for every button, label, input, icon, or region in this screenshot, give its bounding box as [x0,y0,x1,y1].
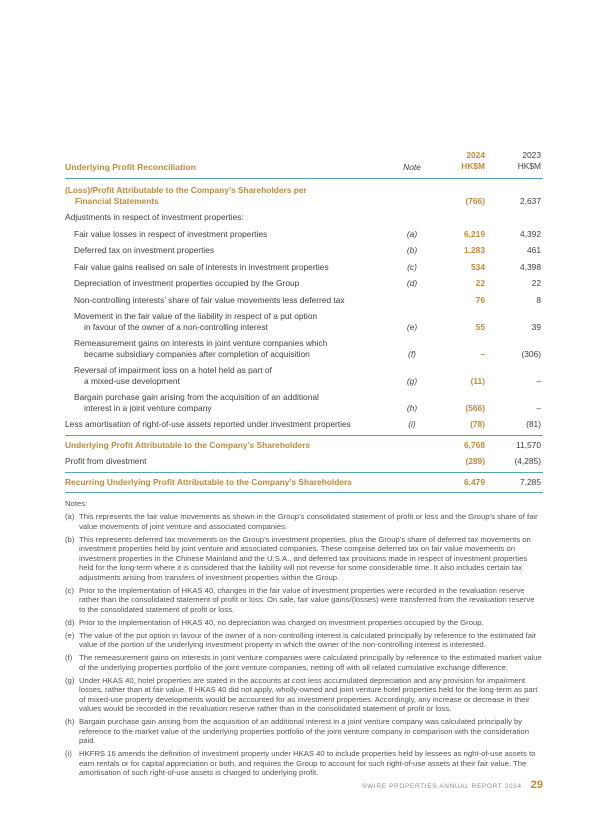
table-row [65,262,543,273]
note-item [65,631,543,650]
note-marker: (b) [65,534,75,544]
note-item [65,676,543,714]
row-label-line: in favour of the owner of a non-controlling interest [84,321,268,332]
row-value-2024: (78) [470,419,485,429]
table-row [65,229,543,240]
row-value-2023: 8 [536,294,541,305]
table-row [65,212,543,223]
row-label-line: Fair value gains realised on sale of interests in investment properties [74,261,329,272]
row-label-line: Fair value losses in respect of investment properties [74,228,268,239]
note-item [65,653,543,672]
row-note-ref: (h) [406,402,418,413]
note-item [65,749,543,778]
note-text: This represents deferred tax movements on the Group’s investment properties, plus the Group’s share of deferred tax movements on investment properties held by joint venture and associated companies. These comprise deferred tax on fair value movements on investment properties in the Chinese Mainland and the U.S.A., and deferred tax provisions made in respect of investment properties held for the long-term where it is considered that the liability will not reverse for some considerable time. It also includes certain tax adjustments arising from transfers of investment properties within the Group. [79,534,531,582]
row-label [65,456,391,467]
row-label-line: Bargain purchase gain arising from the acquisition of an additional [74,392,319,402]
row-value-2024: 534 [471,261,485,272]
table-body [65,185,543,493]
note-column-header: Note [403,162,421,172]
note-marker: (c) [65,585,74,595]
row-value-2024: (289) [465,456,485,466]
row-value-2024: 6,479 [464,476,485,487]
row-label-line: interest in a joint venture company [84,402,212,413]
row-label-line: (Loss)/Profit Attributable to the Company’s Shareholders per [65,185,307,195]
row-label-line: Remeasurement gains on interests in joint venture companies which [74,338,328,348]
row-note-ref: (f) [408,348,416,359]
column-header-2024 [433,150,485,172]
notes-heading: Notes: [65,499,88,508]
table-row [65,435,543,451]
unit-2023: HK$M [517,161,541,171]
note-text: This represents the fair value movements as shown in the Group’s consolidated statement of profit or loss and the Group’s share of fair value movements of joint venture and associated companies. [79,512,538,531]
row-note-ref: (b) [406,245,418,255]
row-value-2023: 4,398 [520,261,541,272]
row-value-2024: 6,768 [464,439,485,450]
note-marker: (a) [65,512,75,521]
page-number: 29 [530,779,543,791]
row-value-2024: (566) [465,402,485,413]
table-row [65,245,543,256]
table-row [65,338,543,359]
row-note-ref: (e) [406,321,418,332]
table-row [65,185,543,206]
row-label [65,477,391,488]
row-label [65,365,391,386]
row-label-line: a mixed-use development [84,375,180,386]
unit-2024: HK$M [461,161,485,171]
table-row [65,311,543,332]
row-label [65,185,391,206]
note-item [65,618,543,628]
row-note-ref: (a) [406,228,418,239]
row-label-line: Underlying Profit Attributable to the Company’s Shareholders [65,439,311,450]
row-label-line: Movement in the fair value of the liability in respect of a put option [74,311,318,321]
table-title: Underlying Profit Reconciliation [65,162,196,172]
row-note-ref: (c) [407,261,417,272]
note-text: Under HKAS 40, hotel properties are stated in the accounts at cost less accumulated depreciation and any provision for impairment losses, rather than at fair value. If HKAS 40 did not apply, wholly-owned and joint venture hotel properties held for the long-term as part of mixed-use property developments would be accounted for as investment properties. Accordingly, any increase or decrease in their values would be recorded in the revaluation reserve rather than in the consolidated statement of profit or loss. [79,675,538,713]
row-note-ref: (i) [408,419,416,429]
note-item [65,586,543,615]
row-note-ref: (g) [406,375,418,386]
page-content [65,150,543,778]
row-value-2023: 461 [527,245,541,255]
row-value-2024: (766) [465,195,485,206]
row-label-line: Reversal of impairment loss on a hotel held as part of [74,365,272,375]
row-value-2023: (4,285) [514,456,541,466]
row-label-line: Non-controlling interests’ share of fair value movements less deferred tax [74,294,345,305]
table-row [65,365,543,386]
row-label [65,245,391,256]
row-value-2024: 76 [475,294,485,305]
row-value-2024: 1,283 [464,245,485,255]
row-value-2023: (81) [526,419,541,429]
row-value-2023: 22 [531,278,541,288]
row-label-line: Recurring Underlying Profit Attributable to the Company’s Shareholders [65,476,352,487]
note-text: The remeasurement gains on interests in joint venture companies were calculated principally by reference to the estimated market value of the underlying properties portfolio of the joint venture companies, netting off with all related cumulative exchange difference. [79,653,542,672]
row-label [65,229,391,240]
row-label-line: Deferred tax on investment properties [74,245,215,255]
row-value-2023: – [536,375,541,386]
notes-section [65,499,543,778]
row-label [65,295,391,306]
row-label-line: Financial Statements [75,195,159,206]
table-row [65,278,543,289]
note-text: Bargain purchase gain arising from the acquisition of an additional interest in a joint venture company was calculated principally by reference to the market value of the underlying properties portfolio of the joint venture company in comparison with the consideration paid. [79,717,529,745]
row-value-2023: 7,285 [520,476,541,487]
row-value-2023: 39 [531,321,541,332]
row-label [65,212,391,223]
note-text: Prior to the implementation of HKAS 40, changes in the fair value of investment properties were recorded in the revaluation reserve rather than the consolidated statement of profit or loss. On sale, fair value gains/(losses) were transferred from the revaluation reserve to the consolidated statement of profit or loss. [79,585,535,614]
table-row [65,419,543,430]
note-text: The value of the put option in favour of the owner of a non-controlling interest is calculated principally by reference to the estimated fair value of the portion of the underlying investment property in which the owner of the non-controlling interest is interested. [79,630,537,649]
row-label-line: Depreciation of investment properties occupied by the Group [74,278,300,288]
row-label-line: became subsidiary companies after completion of acquisition [84,348,310,359]
year-2023: 2023 [522,150,541,160]
column-header-2023 [485,150,543,172]
row-value-2024: 6,219 [464,228,485,239]
row-label [65,419,391,430]
row-label [65,262,391,273]
note-text: Prior to the implementation of HKAS 40, no depreciation was charged on investment properties occupied by the Group. [79,617,484,627]
note-item [65,512,543,531]
row-label-line: Less amortisation of right-of-use assets reported under investment properties [65,419,351,429]
note-marker: (i) [65,749,72,758]
note-item [65,717,543,746]
note-marker: (d) [65,617,75,627]
table-row [65,472,543,494]
note-marker: (f) [65,653,73,662]
row-note-ref: (d) [406,278,418,288]
row-value-2023: 2,637 [520,195,541,206]
report-title: SWIRE PROPERTIES ANNUAL REPORT 2024 [362,783,522,790]
row-label-line: Adjustments in respect of investment properties: [65,212,244,222]
row-label [65,278,391,289]
note-marker: (h) [65,717,75,726]
table-row [65,456,543,467]
row-value-2023: – [536,402,541,413]
table-row [65,295,543,306]
row-label [65,440,391,451]
note-marker: (g) [65,675,75,685]
row-label-line: Profit from divestment [65,456,147,466]
row-value-2023: (306) [521,348,541,359]
row-value-2024: (11) [470,375,485,386]
row-value-2023: 4,392 [520,228,541,239]
note-item [65,535,543,583]
row-value-2024: 55 [475,321,485,332]
row-value-2023: 11,570 [516,439,541,450]
note-text: HKFRS 16 amends the definition of investment property under HKAS 40 to include properties held by lessees as right-of-use assets to earn rentals or for capital appreciation or both, and requires the Group to account for such right-of-use assets at their fair value. The amortisation of such right-of-use assets is charged to underlying profit. [79,749,536,777]
note-marker: (e) [65,630,75,640]
row-label [65,392,391,413]
row-label [65,311,391,332]
year-2024: 2024 [466,150,485,160]
notes-list [65,512,543,778]
row-label [65,338,391,359]
row-value-2024: – [480,348,485,359]
table-header [65,150,543,179]
page-footer [362,779,543,791]
row-value-2024: 22 [475,278,485,288]
table-row [65,392,543,413]
